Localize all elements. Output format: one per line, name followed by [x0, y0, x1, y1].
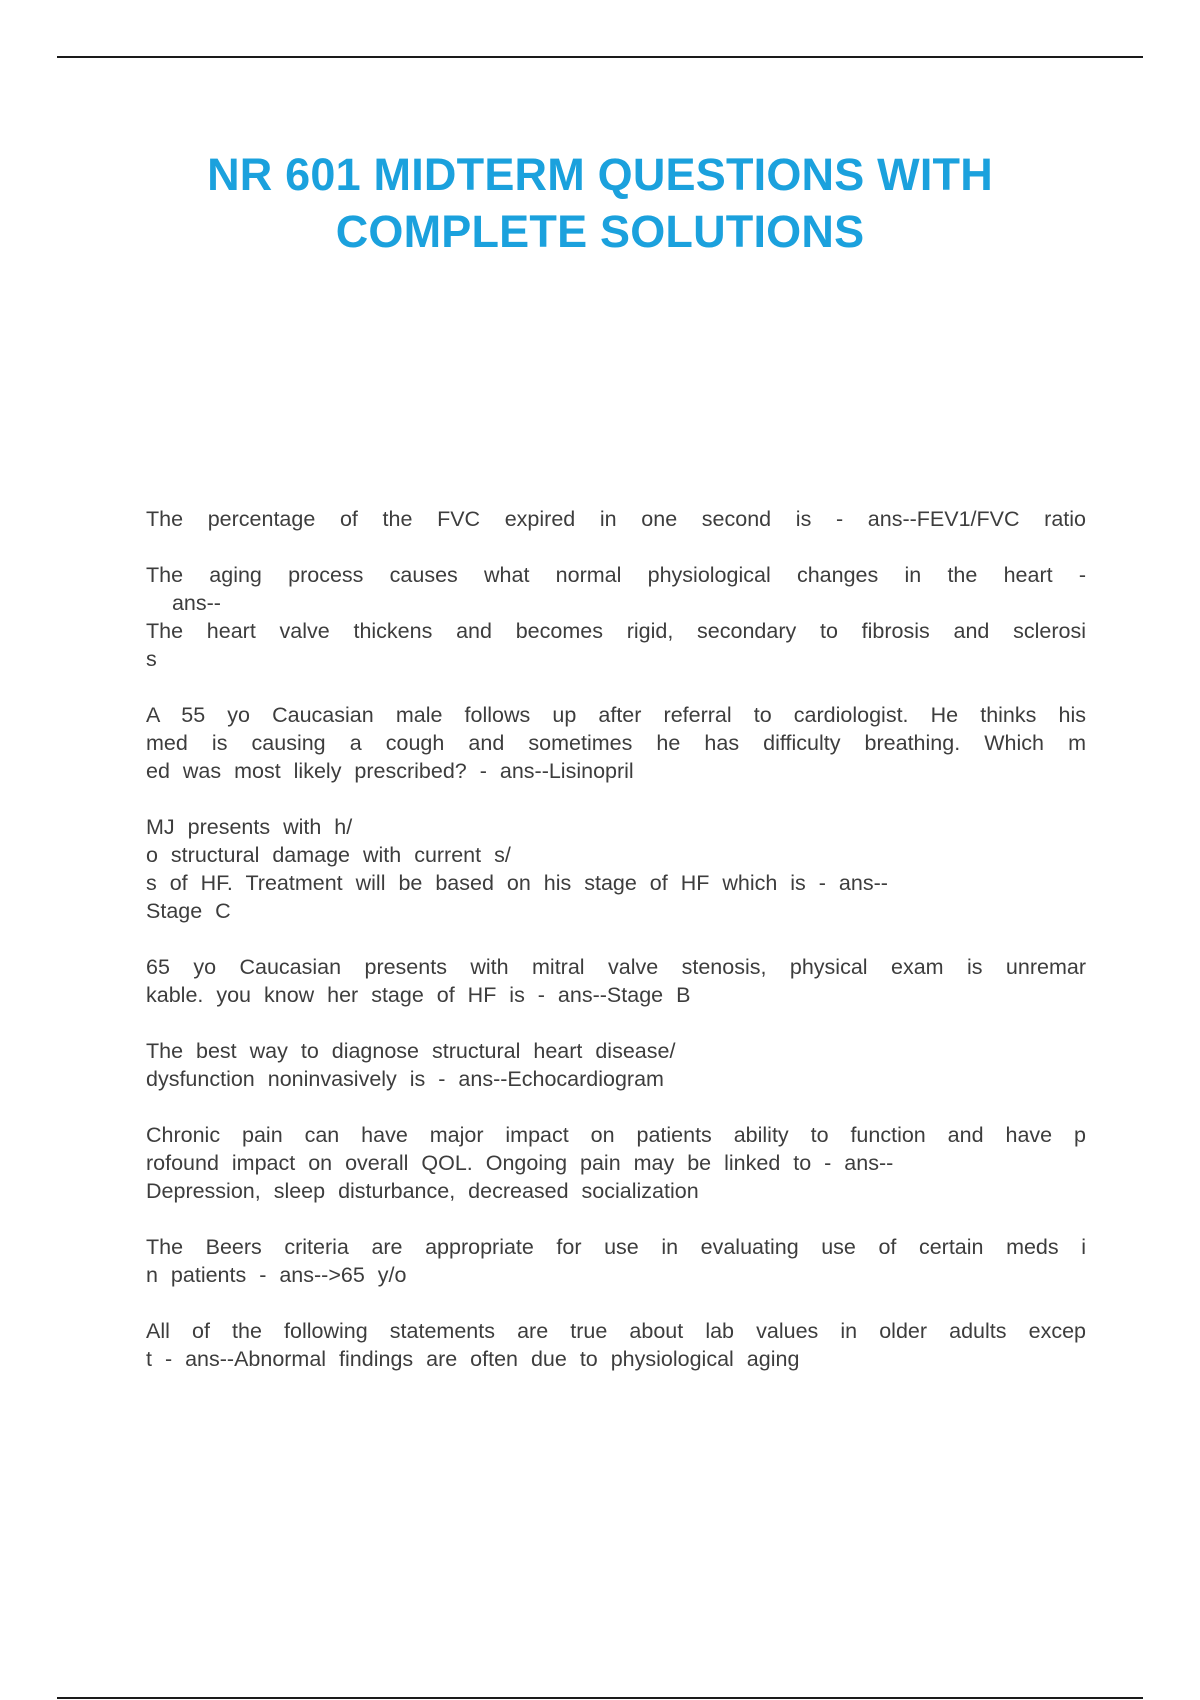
qa-text-line: t - ans--Abnormal findings are often due to physiological aging [146, 1347, 800, 1371]
qa-text-line: med is causing a cough and sometimes he has difficulty breathing. Which m [146, 731, 1086, 755]
qa-text-line: The percentage of the FVC expired in one second is - ans--FEV1/FVC ratio [146, 507, 1086, 531]
question-answer-item [146, 701, 1086, 785]
qa-text-line: Stage C [146, 899, 231, 923]
qa-text-line: 65 yo Caucasian presents with mitral valve stenosis, physical exam is unremar [146, 955, 1086, 979]
question-answer-item [146, 1233, 1086, 1289]
qa-text-line: All of the following statements are true about lab values in older adults excep [146, 1319, 1086, 1343]
document-title-line-2: COMPLETE SOLUTIONS [335, 206, 865, 257]
document-title-line-1: NR 601 MIDTERM QUESTIONS WITH [207, 149, 993, 200]
qa-text-line: ed was most likely prescribed? - ans--Lisinopril [146, 759, 634, 783]
question-answer-item [146, 1037, 1086, 1093]
qa-text-line: MJ presents with h/ [146, 815, 353, 839]
qa-text-line: The best way to diagnose structural heart disease/ [146, 1039, 676, 1063]
bottom-horizontal-rule [57, 1697, 1143, 1699]
qa-text-line: The aging process causes what normal physiological changes in the heart - [146, 563, 1086, 587]
top-horizontal-rule [57, 56, 1143, 58]
qa-text-line: dysfunction noninvasively is - ans--Echocardiogram [146, 1067, 664, 1091]
question-answer-item [146, 813, 1086, 925]
qa-text-line: A 55 yo Caucasian male follows up after referral to cardiologist. He thinks his [146, 703, 1086, 727]
question-answer-item [146, 561, 1086, 673]
question-answer-item [146, 1121, 1086, 1205]
qa-text-line: Chronic pain can have major impact on patients ability to function and have p [146, 1123, 1086, 1147]
question-answer-list [146, 505, 1086, 1401]
qa-text-line: The Beers criteria are appropriate for use in evaluating use of certain meds i [146, 1235, 1086, 1259]
qa-text-line: rofound impact on overall QOL. Ongoing pain may be linked to - ans-- [146, 1151, 894, 1175]
qa-text-line: s [146, 647, 157, 671]
question-answer-item [146, 1317, 1086, 1373]
qa-text-line: o structural damage with current s/ [146, 843, 511, 867]
qa-text-line: Depression, sleep disturbance, decreased socialization [146, 1179, 699, 1203]
qa-text-line: n patients - ans-->65 y/o [146, 1263, 407, 1287]
document-title [60, 146, 1140, 260]
question-answer-item [146, 505, 1086, 533]
qa-text-line: s of HF. Treatment will be based on his stage of HF which is - ans-- [146, 871, 888, 895]
question-answer-item [146, 953, 1086, 1009]
qa-text-line: ans-- [146, 591, 221, 615]
qa-text-line: The heart valve thickens and becomes rigid, secondary to fibrosis and sclerosi [146, 619, 1086, 643]
qa-text-line: kable. you know her stage of HF is - ans--Stage B [146, 983, 691, 1007]
